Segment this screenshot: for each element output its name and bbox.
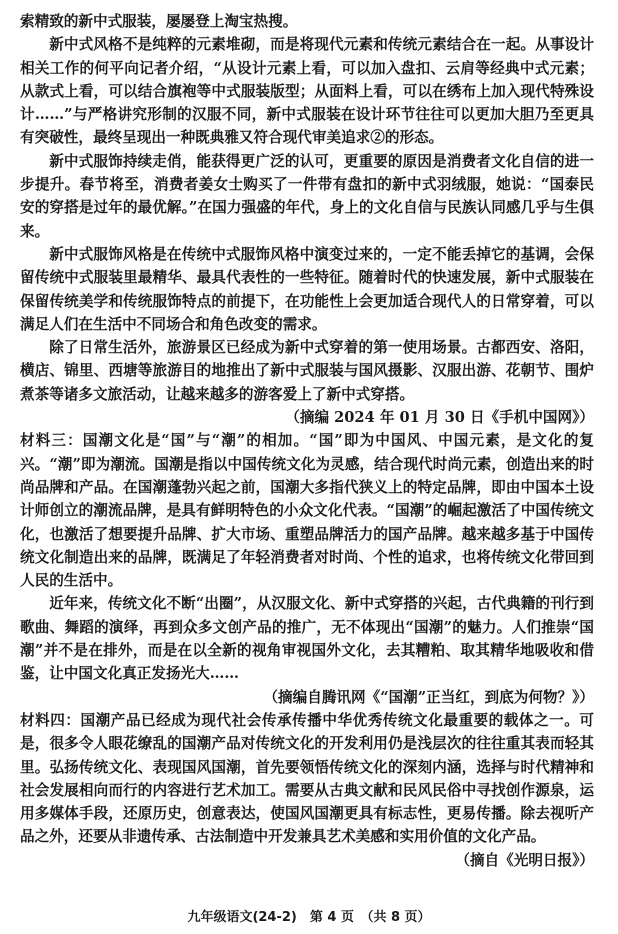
material-3-text-1: 国潮文化是“国”与“潮”的相加。“国”即为中国风、中国元素，是文化的复兴。“潮”即为潮流。国潮是指以中国传统文化为灵感，结合现代时尚元素，创造出来的时尚品牌和产品。在国潮蓬勃兴起之前，国潮大多指代狭义上的特定品牌，即由中国本土设计师创立的潮流品牌，是具有鲜明特色的小众文化代表。“国潮”的崛起激活了中国传统文化，也激活了想要提升品牌、扩大市场、重塑品牌活力的国产品牌。越来越多基于中国传统文化制造出来的品牌，既满足了年轻消费者对时尚、个性的追求，也将传统文化带回到人民的生活中。 [20,432,594,590]
page-footer: 九年级语文(24-2) 第 4 页 （共 8 页） [187,910,431,925]
paragraph-3: 新中式服饰风格是在传统中式服饰风格中演变过来的，一定不能丢掉它的基调，会保留传统中式服装里最精华、最具代表性的一些特征。随着时代的快速发展，新中式服装在保留传统美学和传统服饰特点的前提下，在功能性上会更加适合现代人的日常穿着，可以满足人们在生活中不同场合和角色改变的需求。 [20,245,594,333]
material-4 [20,709,594,872]
material-3 [20,429,594,709]
material-4-paragraph-1 [20,709,594,849]
material-4-label: 材料四： [20,711,81,729]
paragraph-4: 除了日常生活外，旅游景区已经成为新中式穿着的第一使用场景。古都西安、洛阳，横店、锦里、西塘等旅游目的地推出了新中式服装与国风摄影、汉服出游、花朝节、围炉煮茶等诸多文旅活动，让越来越多的游客爱上了新中式穿搭。 [20,339,594,403]
paragraph-2: 新中式服饰持续走俏，能获得更广泛的认可，更重要的原因是消费者文化自信的进一步提升。春节将至，消费者姜女士购买了一件带有盘扣的新中式羽绒服，她说：“国泰民安的穿搭是过年的最优解。”在国力强盛的年代，身上的文化自信与民族认同感几乎与生俱来。 [20,152,594,240]
source-citation-3: （摘自《光明日报》） [455,851,594,869]
source-citation-1: （摘编 2024 年 01 月 30 日《手机中国网》） [285,409,594,427]
paragraph-0: 索精致的新中式服装，屡屡登上淘宝热搜。 [20,13,298,30]
material-3-paragraph-2: 近年来，传统文化不断“出圈”，从汉服文化、新中式穿搭的兴起，古代典籍的刊行到歌曲、舞蹈的演绎，再到众多文创产品的推广，无不体现出“国潮”的魅力。人们推崇“国潮”并不是在排外，而是在以全新的视角审视国外文化，去其糟粕、取其精华地吸收和借鉴，让中国文化真正发扬光大…… [20,595,594,683]
material-4-text-1: 国潮产品已经成为现代社会传承传播中华优秀传统文化最重要的载体之一。可是，很多令人眼花缭乱的国潮产品对传统文化的开发利用仍是浅层次的往往重其表而轻其里。弘扬传统文化、表现国风国潮，首先要领悟传统文化的深刻内涵，选择与时代精神和社会发展相向而行的内容进行艺术加工。需要从古典文献和民风民俗中寻找创作源泉，运用多媒体手段，还原历史，创意表达，使国风国潮更具有标志性，更易传播。除去视听产品之外，还要从非遗传承、古法制造中开发兼具艺术美感和实用价值的文化产品。 [20,711,594,846]
material-3-paragraph-1 [20,429,594,592]
source-citation-2: （摘编自腾讯网《“国潮”正当红，到底为何物？》） [263,688,594,706]
material-2-continued [20,10,594,429]
paragraph-1: 新中式风格不是纯粹的元素堆砌，而是将现代元素和传统元素结合在一起。从事设计相关工作的何平向记者介绍，“从设计元素上看，可以加入盘扣、云肩等经典中式元素；从款式上看，可以结合旗袍等中式服装版型；从面料上看，可以在绣布上加入现代特殊设计……”与严格讲究形制的汉服不同，新中式服装在设计环节往往可以更加大胆乃至更具有突破性，最终呈现出一种既典雅又符合现代审美追求②的形态。 [20,36,594,147]
material-3-label: 材料三： [20,432,83,450]
